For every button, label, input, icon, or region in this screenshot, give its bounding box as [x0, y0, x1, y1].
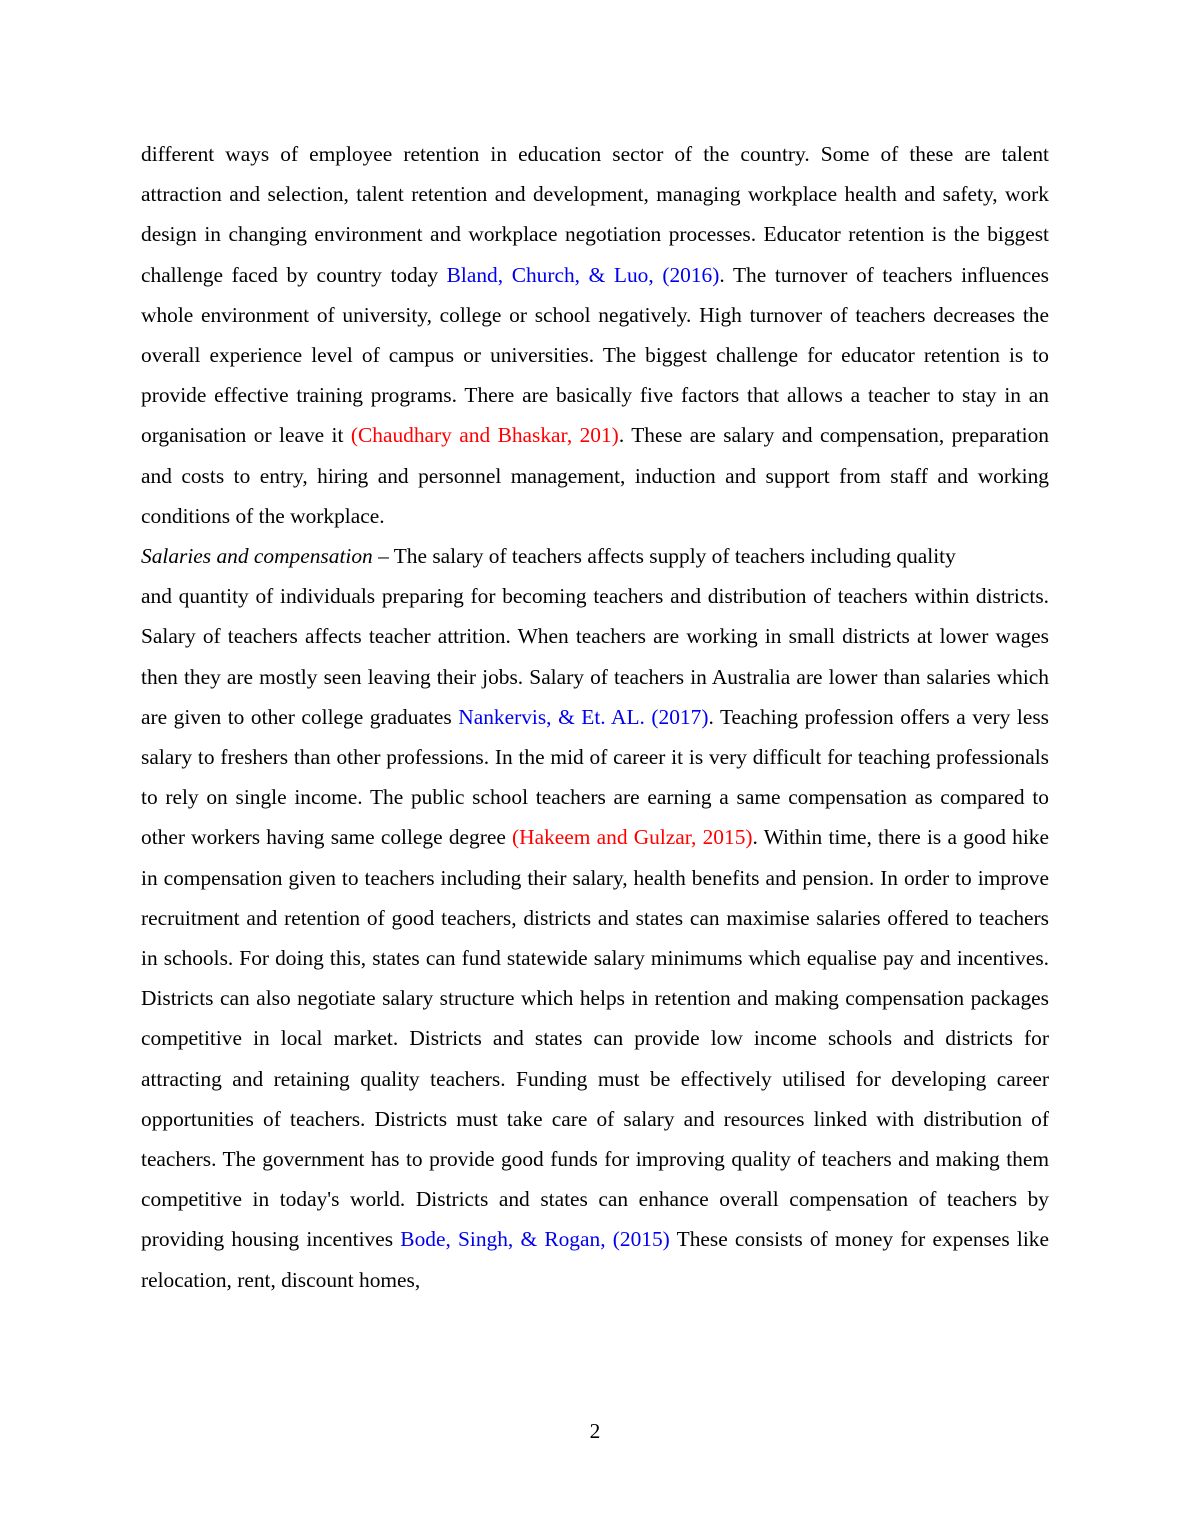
citation-chaudhary-bhaskar: (Chaudhary and Bhaskar, 201) [350, 423, 619, 448]
paragraph-text: . Teaching profession offers a very less salary to freshers than other professions. In the mid of career it is very difficult for teaching professionals to rely on single income. The public school teachers are earning a same compensation as compared to other workers having same college degree [141, 704, 1049, 850]
page-number: 2 [589, 1419, 601, 1443]
paragraph-text: These consists of money for expenses like relocation, rent, discount homes, [141, 1227, 1049, 1292]
document-body [141, 134, 1049, 1300]
paragraph-salaries [141, 576, 1049, 1300]
paragraph-text: . Within time, there is a good hike in compensation given to teachers including their salary, health benefits and pension. In order to improve recruitment and retention of good teachers, districts and states can maximise salaries offered to teachers in schools. For doing this, states can fund statewide salary minimums which equalise pay and incentives. Districts can also negotiate salary structure which helps in retention and making compensation packages competitive in local market. Districts and states can provide low income schools and districts for attracting and retaining quality teachers. Funding must be effectively utilised for developing career opportunities of teachers. Districts must take care of salary and resources linked with distribution of teachers. The government has to provide good funds for improving quality of teachers and making them competitive in today's world. Districts and states can enhance overall compensation of teachers by providing housing incentives [141, 825, 1049, 1252]
paragraph-text: different ways of employee retention in education sector of the country. Some of these are talent attraction and selection, talent retention and development, managing workplace health and safety, work design in changing environment and workplace negotiation processes. Educator retention is the biggest challenge faced by country today [141, 142, 1049, 287]
citation-nankervis: Nankervis, & Et. AL. (2017) [458, 704, 709, 729]
citation-hakeem-gulzar: (Hakeem and Gulzar, 2015) [512, 825, 753, 850]
heading-line-text: – The salary of teachers affects supply of teachers including quality [372, 544, 956, 569]
citation-bode-singh-rogan: Bode, Singh, & Rogan, (2015) [400, 1227, 670, 1252]
heading-line [141, 536, 1049, 576]
section-heading-salaries: Salaries and compensation [141, 544, 373, 569]
citation-bland-church-luo: Bland, Church, & Luo, (2016) [446, 262, 720, 287]
paragraph-retention [141, 134, 1049, 536]
paragraph-text: . The turnover of teachers influences whole environment of university, college or school negatively. High turnover of teachers decreases the overall experience level of campus or universities. The biggest challenge for educator retention is to provide effective training programs. There are basically five factors that allows a teacher to stay in an organisation or leave it [141, 262, 1049, 448]
paragraph-text: and quantity of individuals preparing for becoming teachers and distribution of teachers within districts. Salary of teachers affects teacher attrition. When teachers are working in small districts at lower wages then they are mostly seen leaving their jobs. Salary of teachers in Australia are lower than salaries which are given to other college graduates [141, 584, 1049, 729]
paragraph-text: . These are salary and compensation, preparation and costs to entry, hiring and personnel management, induction and support from staff and working conditions of the workplace. [141, 423, 1050, 528]
